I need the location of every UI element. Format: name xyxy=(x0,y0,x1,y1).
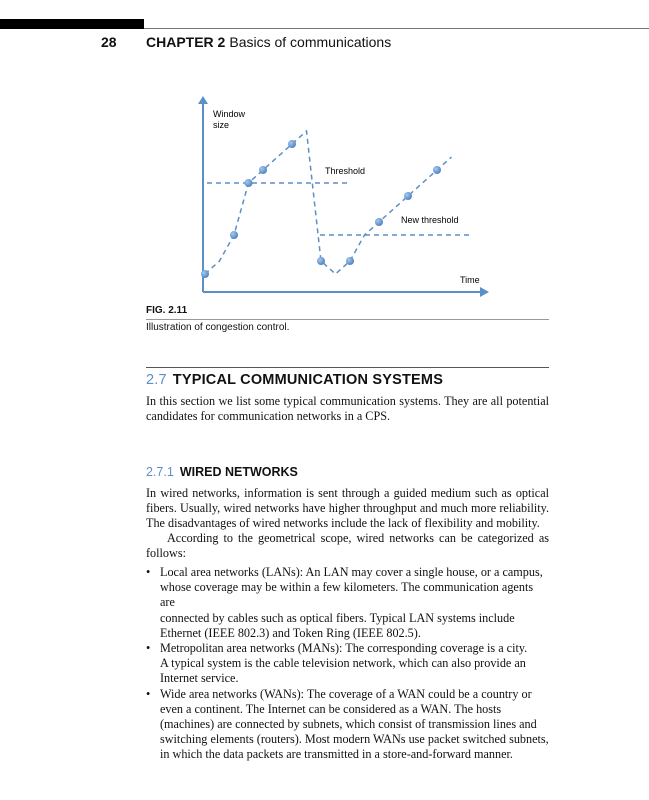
network-types-list xyxy=(146,565,549,763)
subsection-heading xyxy=(146,465,298,479)
list-line: • Metropolitan area networks (MANs): The corresponding coverage is a city. xyxy=(160,641,528,656)
section-title: TYPICAL COMMUNICATION SYSTEMS xyxy=(172,372,444,388)
subsection-title: WIRED NETWORKS xyxy=(179,465,298,479)
list-line: even a continent. The Internet can be considered as a WAN. The hosts xyxy=(160,701,502,716)
data-point xyxy=(404,192,412,200)
list-line: whose coverage may be within a few kilometers. The communication agents are xyxy=(160,580,534,610)
y-axis-arrow xyxy=(198,96,208,104)
y-axis-label-line2: size xyxy=(213,120,230,130)
section-intro: In this section we list some typical communication systems. They are all potential candidates for communication networks in a CPS. xyxy=(146,394,549,424)
data-point xyxy=(201,270,209,278)
list-line: switching elements (routers). Most modern WANs use packet switched subnets, xyxy=(160,732,549,747)
window-size-line xyxy=(205,131,452,274)
paragraph-2: According to the geometrical scope, wired networks can be categorized as follows: xyxy=(146,531,549,561)
window-size-series xyxy=(201,131,452,278)
congestion-chart xyxy=(0,0,649,300)
list-line: connected by cables such as optical fibers. Typical LAN systems include xyxy=(160,610,515,625)
chapter-title: Basics of communications xyxy=(229,34,392,50)
data-point xyxy=(317,257,325,265)
data-point xyxy=(259,166,267,174)
chapter-label: CHAPTER 2 xyxy=(146,34,226,50)
list-item-lan xyxy=(146,565,549,641)
list-line: Ethernet (IEEE 802.3) and Token Ring (IEEE 802.5). xyxy=(160,625,421,640)
subsection-number: 2.7.1 xyxy=(146,465,174,479)
data-point xyxy=(346,257,354,265)
list-line: • Local area networks (LANs): An LAN may cover a single house, or a campus, xyxy=(160,565,543,579)
list-line: in which the data packets are transmitted in a store-and-forward manner. xyxy=(160,747,513,762)
data-point xyxy=(433,166,441,174)
data-point xyxy=(288,140,296,148)
list-line: Internet service. xyxy=(160,671,239,686)
page-number: 28 xyxy=(101,34,117,50)
threshold-annotation: Threshold xyxy=(325,166,366,176)
list-line: A typical system is the cable television network, which can also provide an xyxy=(160,656,526,671)
data-point xyxy=(245,179,253,187)
section-rule xyxy=(146,367,549,368)
list-item-man xyxy=(146,641,549,687)
data-point xyxy=(375,218,383,226)
figure-caption-rule xyxy=(146,319,549,320)
x-axis-label: Time xyxy=(460,275,480,285)
data-point xyxy=(230,231,238,239)
y-axis-label-line1: Window xyxy=(213,109,246,119)
new-threshold-annotation: New threshold xyxy=(401,215,459,225)
list-line: (machines) are connected by subnets, which consist of transmission lines and xyxy=(160,717,537,732)
paragraph-1: In wired networks, information is sent through a guided medium such as optical fibers. Usually, wired networks have higher throughput and much more reliability. The disadvantages of wired networks include the lack of flexibility and mobility. xyxy=(146,486,549,531)
figure-label: FIG. 2.11 xyxy=(146,305,188,316)
figure-caption: Illustration of congestion control. xyxy=(146,322,290,333)
list-item-wan xyxy=(146,687,549,763)
section-heading xyxy=(146,372,443,388)
list-line: • Wide area networks (WANs): The coverage of a WAN could be a country or xyxy=(160,686,532,701)
section-number: 2.7 xyxy=(146,372,167,388)
x-axis-arrow xyxy=(480,287,489,297)
